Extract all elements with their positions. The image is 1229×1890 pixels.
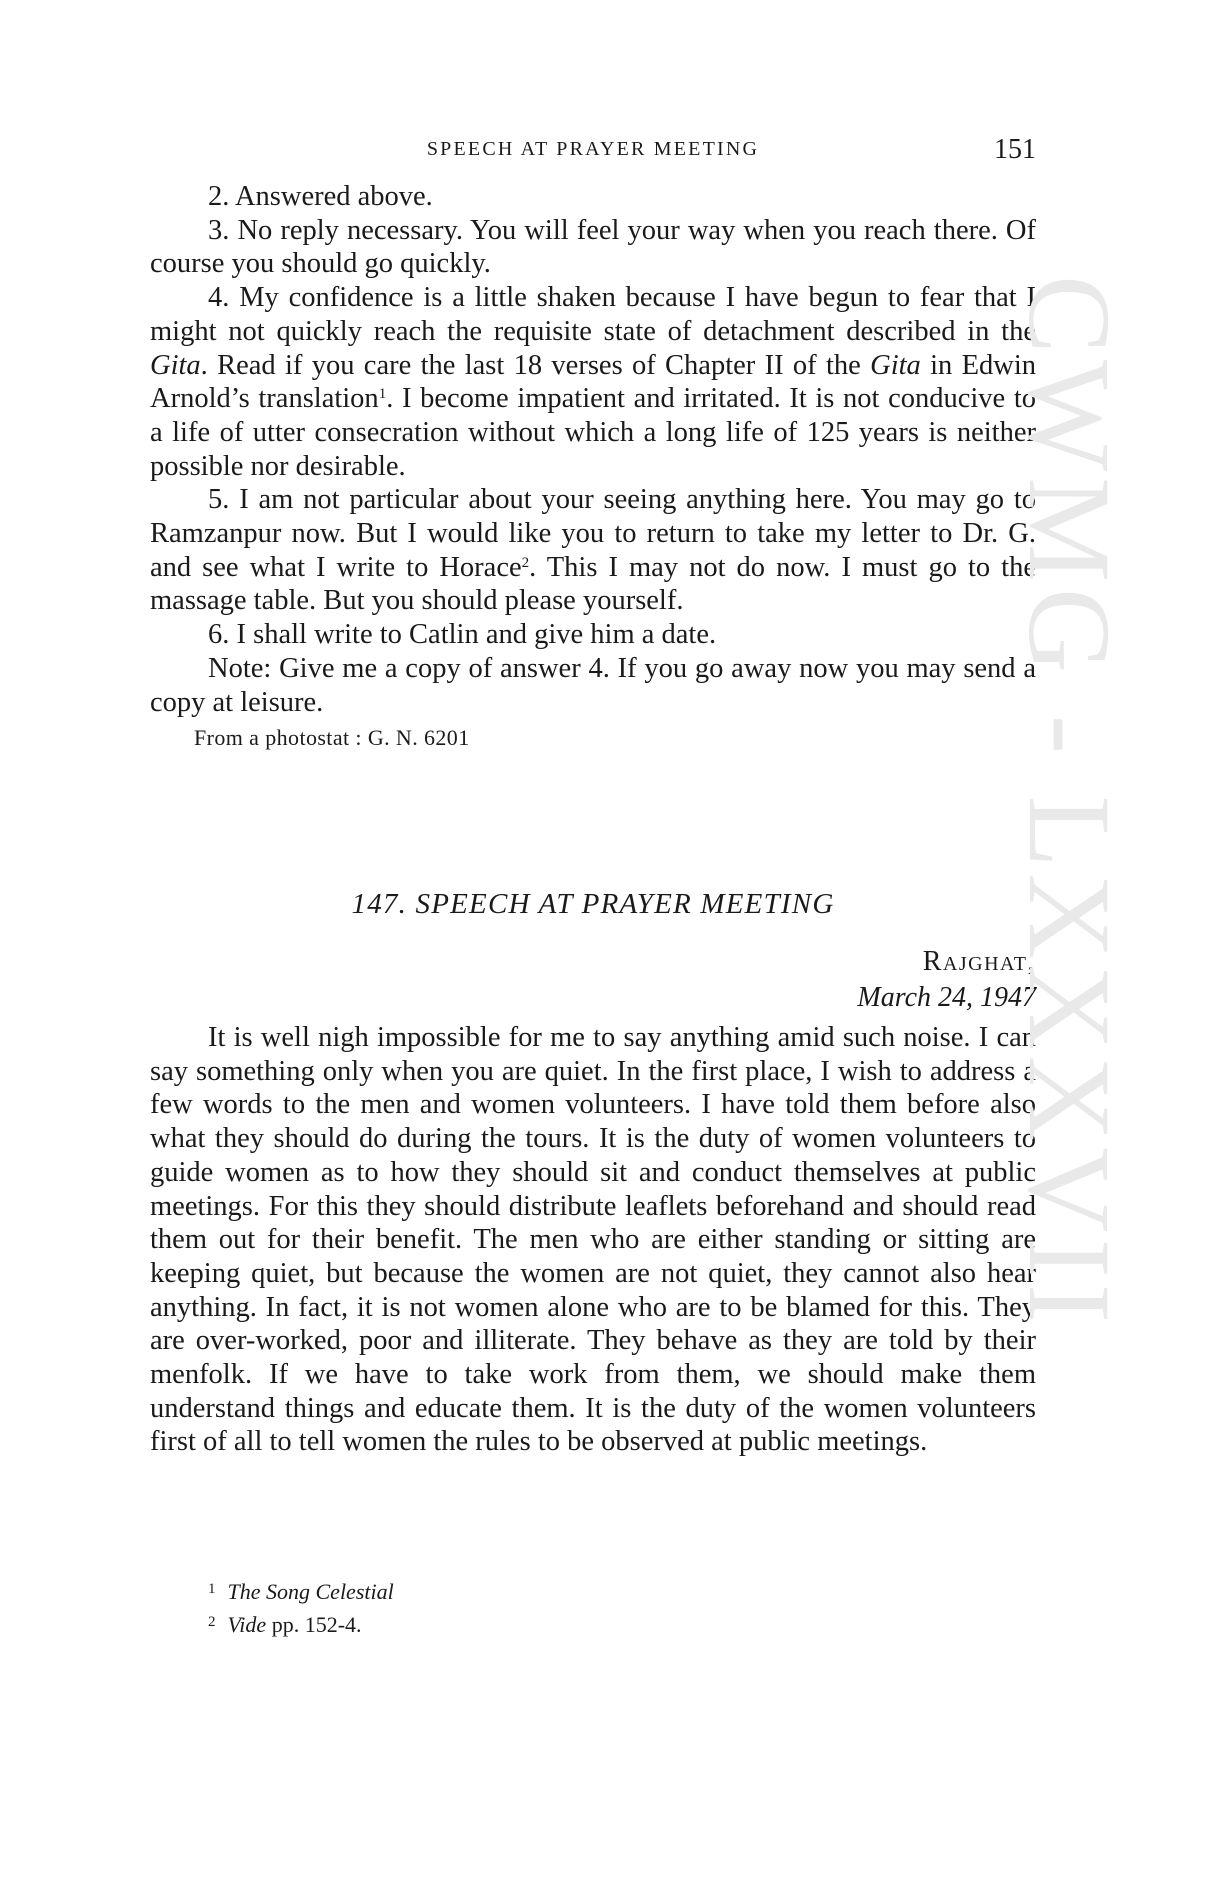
section-title: 147. SPEECH AT PRAYER MEETING	[351, 888, 835, 920]
watermark-text: CWMG - LXXXVII	[1010, 275, 1130, 1330]
speech-body	[150, 1021, 1036, 1459]
speech-paragraph: It is well nigh impossible for me to say anything amid such noise. I can say something only when you are quiet. In the first place, I wish to address a few words to the men and women volunteers. I have told them before also what they should do during the tours. It is the duty of women volunteers to guide women as to how they should sit and conduct themselves at public meetings. For this they should distribute leaflets beforehand and should read them out for their benefit. The men who are either standing or sitting are keeping quiet, but because the women are not quiet, they cannot also hear anything. In fact, it is not women alone who are to be blamed for this. They are over-worked, poor and illiterate. They behave as they are told by their menfolk. If we have to take work from them, we should make them understand things and educate them. It is the duty of the women volunteers first of all to tell women the rules to be observed at public meetings.	[150, 1022, 1036, 1458]
item-number: 6.	[208, 619, 230, 651]
running-title: SPEECH AT PRAYER MEETING	[426, 138, 760, 160]
footnote-2	[208, 1607, 394, 1640]
footnote-mark: 2	[208, 1614, 216, 1630]
source-citation: From a photostat : G. N. 6201	[194, 725, 470, 751]
italic-title: Gita	[150, 349, 201, 381]
item-text: in Edwin Arnold’s translation	[150, 349, 1037, 415]
item-number: 3.	[208, 214, 230, 246]
footnotes	[208, 1574, 394, 1640]
letter-item-6	[150, 618, 1036, 652]
book-page	[150, 0, 1036, 1890]
item-number: 4.	[208, 282, 230, 314]
item-text: No reply necessary. You will feel your way when you reach there. Of course you should go quickly.	[150, 214, 1037, 280]
letter-note: Note: Give me a copy of answer 4. If you go away now you may send a copy at leisure.	[150, 652, 1036, 718]
letter-item-5	[150, 483, 1036, 618]
footnote-ref[interactable]: 1	[378, 386, 387, 403]
footnote-italic: The Song Celestial	[227, 1579, 394, 1604]
item-number: 5.	[208, 484, 230, 516]
item-text: I shall write to Catlin and give him a date.	[236, 619, 717, 651]
letter-item-4	[150, 281, 1036, 483]
letter-item-3	[150, 214, 1036, 281]
dateline-place: Rajghat,	[922, 946, 1036, 977]
letter-body	[150, 180, 1036, 753]
footnote-text: pp. 152-4.	[266, 1612, 362, 1637]
footnote-mark: 1	[208, 1581, 216, 1597]
item-text: I am not particular about your seeing anything here. You may go to Ramzanpur now. But I would like you to return to take my letter to Dr. G. and see what I write to Horace	[150, 484, 1036, 583]
italic-title: Gita	[870, 349, 921, 381]
running-head	[150, 134, 1036, 168]
footnote-ref[interactable]: 2	[521, 554, 530, 571]
dateline	[857, 944, 1036, 1016]
item-number: 2.	[208, 181, 230, 212]
item-text: My confidence is a little shaken because I have begun to fear that I might not quickly reach the requisite state of detachment described in the	[150, 282, 1037, 347]
item-text: . I become impatient and irritated. It is not conducive to a life of utter consecration without which a long life of 125 years is neither possible nor desirable.	[150, 383, 1036, 482]
dateline-date: March 24, 1947	[857, 982, 1036, 1013]
item-text: . This I may not do now. I must go to the massage table. But you should please yourself.	[150, 551, 1036, 617]
page-number: 151	[994, 134, 1036, 165]
item-text: Answered above.	[234, 181, 433, 212]
item-text: . Read if you care the last 18 verses of Chapter II of the	[200, 349, 871, 381]
letter-item-2	[150, 180, 1036, 214]
footnote-1	[208, 1574, 394, 1607]
footnote-italic: Vide	[227, 1612, 267, 1637]
